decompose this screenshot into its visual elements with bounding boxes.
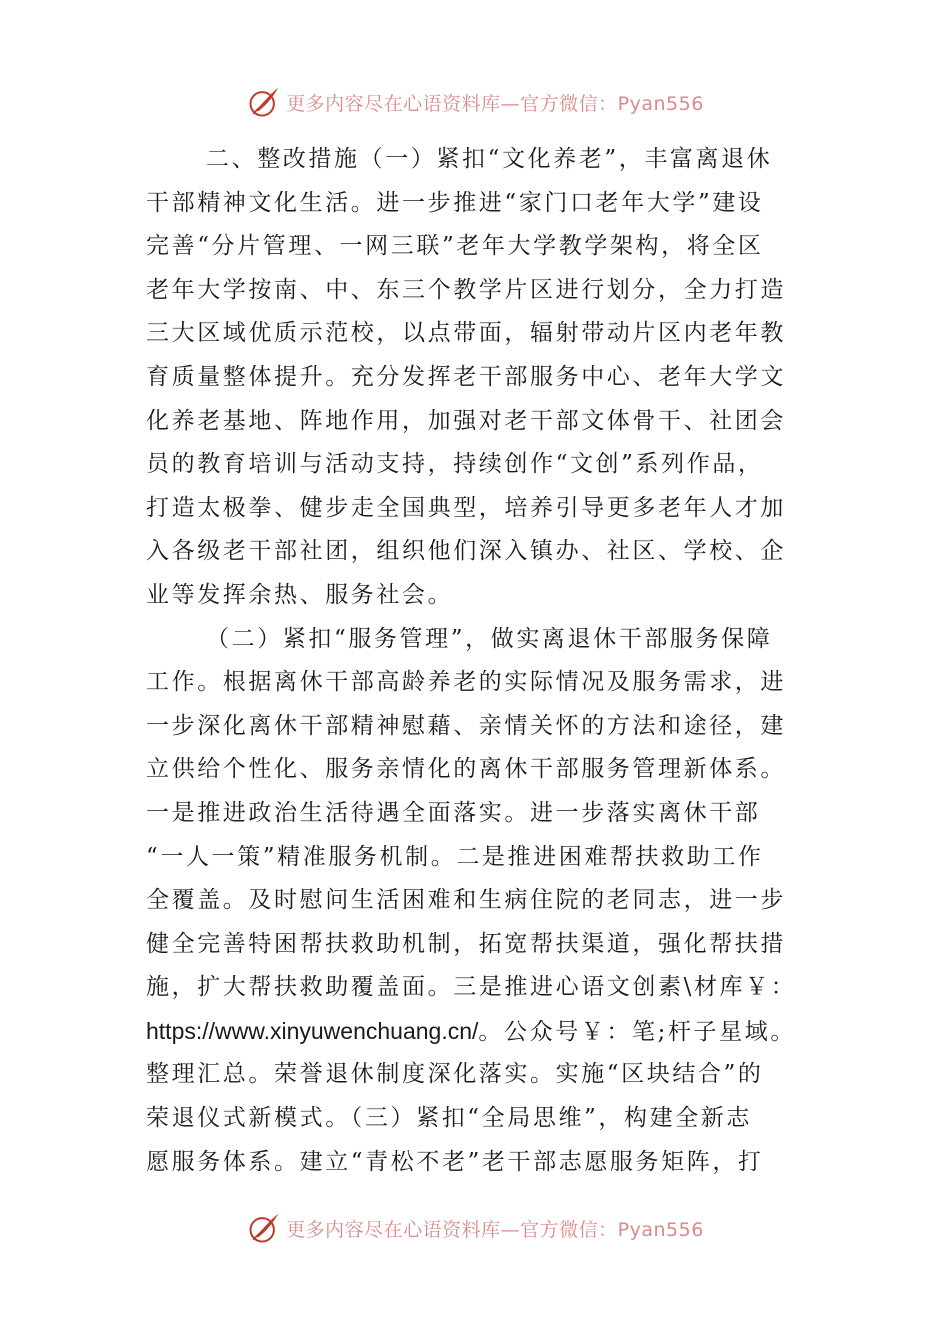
paragraph-line: 化养老基地、阵地作用，加强对老干部文体骨干、社团会 bbox=[146, 407, 786, 434]
paragraph-line: 入各级老干部社团，组织他们深入镇办、社区、学校、企 bbox=[146, 538, 786, 565]
paragraph-line: 立供给个性化、服务亲情化的离休干部服务管理新体系。 bbox=[146, 756, 786, 783]
paragraph-line: “一人一策”精准服务机制。二是推进困难帮扶救助工作 bbox=[146, 843, 764, 870]
paragraph-line: 二、整改措施（一）紧扣“文化养老”，丰富离退休 bbox=[206, 146, 773, 172]
quill-pen-circle-icon bbox=[246, 1210, 282, 1246]
quill-pen-circle-icon bbox=[246, 84, 282, 120]
document-body bbox=[146, 138, 811, 1184]
paragraph-line: 完善“分片管理、一网三联”老年大学教学架构，将全区 bbox=[146, 233, 764, 260]
paragraph-line: 施，扩大帮扶救助覆盖面。三是推进心语文创素\材库￥： bbox=[146, 974, 797, 1001]
url-line bbox=[146, 1010, 811, 1054]
paragraph-line: 打造太极拳、健步走全国典型，培养引导更多老年人才加 bbox=[146, 494, 786, 521]
website-link[interactable]: https://www.xinyuwenchuang.cn/ bbox=[146, 1017, 479, 1044]
paragraph-line: 愿服务体系。建立“青松不老”老干部志愿服务矩阵，打 bbox=[146, 1148, 764, 1175]
url-line-rest: 。公众号￥：笔;杆子星域。 bbox=[478, 1018, 796, 1045]
paragraph-line: 业等发挥余热、服务社会。 bbox=[146, 581, 454, 608]
paragraph-line: 老年大学按南、中、东三个教学片区进行划分，全力打造 bbox=[146, 276, 786, 303]
paragraph-line: 全覆盖。及时慰问生活困难和生病住院的老同志，进一步 bbox=[146, 887, 786, 914]
paragraph-line: 健全完善特困帮扶救助机制，拓宽帮扶渠道，强化帮扶措 bbox=[146, 930, 786, 957]
paragraph-line: 员的教育培训与活动支持，持续创作“文创”系列作品， bbox=[146, 451, 764, 478]
paragraph-line: 一步深化离休干部精神慰藉、亲情关怀的方法和途径，建 bbox=[146, 712, 786, 739]
paragraph-line: 工作。根据离休干部高龄养老的实际情况及服务需求，进 bbox=[146, 669, 786, 696]
paragraph-line: 干部精神文化生活。进一步推进“家门口老年大学”建设 bbox=[146, 189, 764, 216]
paragraph-line: 一是推进政治生活待遇全面落实。进一步落实离休干部 bbox=[146, 799, 761, 826]
paragraph-line: 三大区域优质示范校，以点带面，辐射带动片区内老年教 bbox=[146, 320, 786, 347]
header-banner-text: 更多内容尽在心语资料库—官方微信：Pyan556 bbox=[286, 92, 704, 115]
footer-banner-text: 更多内容尽在心语资料库—官方微信：Pyan556 bbox=[286, 1218, 704, 1241]
paragraph-line: 整理汇总。荣誉退休制度深化落实。实施“区块结合”的 bbox=[146, 1061, 764, 1088]
paragraph-line: 育质量整体提升。充分发挥老干部服务中心、老年大学文 bbox=[146, 363, 786, 390]
footer-banner bbox=[0, 1206, 950, 1250]
paragraph-line: （二）紧扣“服务管理”，做实离退休干部服务保障 bbox=[206, 625, 773, 652]
header-banner bbox=[0, 80, 950, 124]
paragraph-line: 荣退仪式新模式。（三）紧扣“全局思维”，构建全新志 bbox=[146, 1105, 753, 1132]
